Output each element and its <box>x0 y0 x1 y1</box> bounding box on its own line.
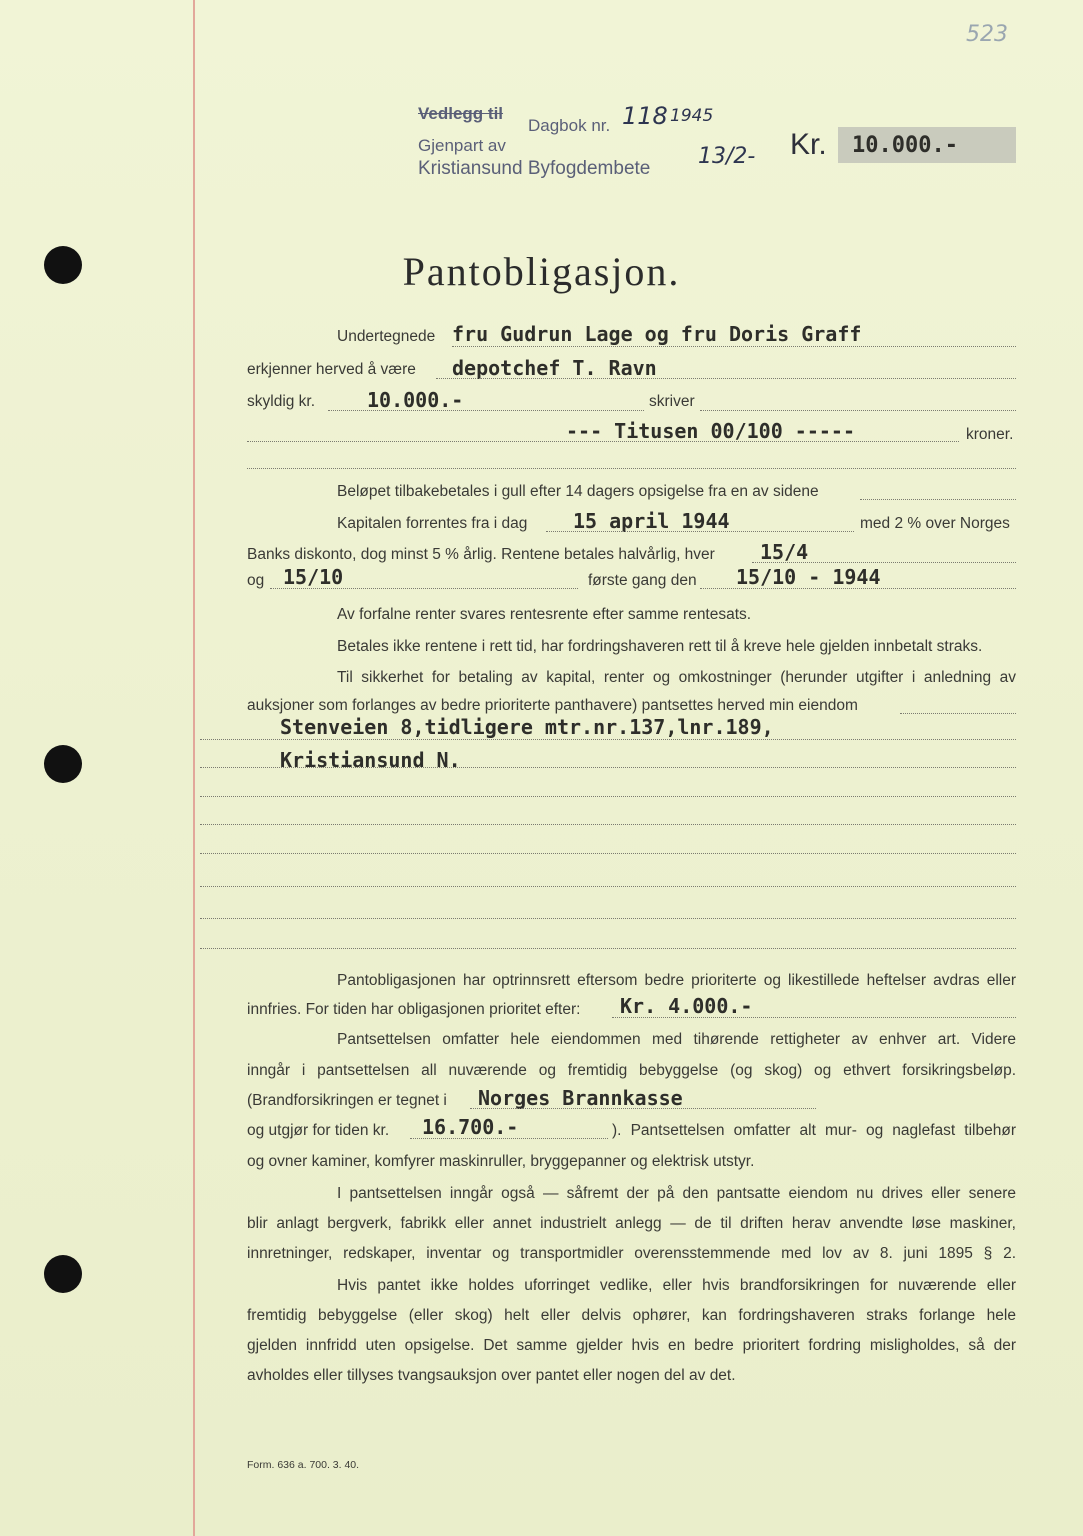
terms-line-1: Beløpet tilbakebetales i gull efter 14 dagers opsigelse fra en av sidene <box>337 483 819 500</box>
dotted-line <box>200 853 1016 854</box>
payment-date-1: 15/4 <box>760 540 809 564</box>
first-time-label: første gang den <box>588 572 697 589</box>
dotted-line <box>470 1108 816 1109</box>
amount-in-words: --- Titusen 00/100 ----- <box>566 419 855 443</box>
discount-label: Banks diskonto, dog minst 5 % årlig. Rentene betales halvårlig, hver <box>247 546 715 563</box>
dotted-line <box>328 410 644 411</box>
erkjenner-label: erkjenner herved å være <box>247 361 416 378</box>
security-text-2: auksjoner som forlanges av bedre prioriterte panthavere) pantsettes herved min eiendom <box>247 697 858 714</box>
late-payment-text: Betales ikke rentene i rett tid, har fordringshaveren rett til å kreve hele gjelden innbetalt straks. <box>337 638 983 655</box>
dotted-line <box>436 378 1016 379</box>
interest-from-label: Kapitalen forrentes fra i dag <box>337 515 528 532</box>
og-label: og <box>247 572 265 589</box>
clause-default-2: fremtidig bebyggelse (eller skog) helt eller delvis ophører, kan fordringshaveren straks forlange hele <box>247 1307 1016 1324</box>
punch-hole-middle <box>44 745 82 783</box>
clause-scope-5: og ovner kaminer, komfyrer maskinruller, bryggepanner og elektrisk utstyr. <box>247 1153 755 1170</box>
clause-industry-1: I pantsettelsen inngår også — såfremt der på den pantsatte eiendom nu drives eller senere <box>337 1185 1016 1202</box>
clause-industry-3: innretninger, redskaper, inventar og transportmidler overensstemmende med lov av 8. juni 1895 § 2. <box>247 1245 1016 1262</box>
clause-default-1: Hvis pantet ikke holdes uforringet vedlike, eller hvis brandforsikringen for nuværende eller <box>337 1277 1016 1294</box>
header-date: 13/2- <box>698 144 756 169</box>
dotted-line <box>410 1138 608 1139</box>
interest-from-date: 15 april 1944 <box>573 509 730 533</box>
skyldig-value: 10.000.- <box>367 388 464 412</box>
kroner-label: kroner. <box>966 426 1014 443</box>
dotted-line <box>860 499 1016 500</box>
skyldig-label: skyldig kr. <box>247 393 316 410</box>
creditor-value: depotchef T. Ravn <box>452 356 657 380</box>
clause-industry-2: blir anlagt bergverk, fabrikk eller annet industrielt anlegg — de til driften herav anvendte løse maskiner, <box>247 1215 1016 1232</box>
dotted-line <box>200 739 1016 740</box>
late-interest-text: Av forfalne renter svares rentesrente efter samme rentesats. <box>337 606 752 623</box>
dotted-line <box>247 468 1016 469</box>
interest-rate-label: med 2 % over Norges <box>860 515 1010 532</box>
dagbok-label: Dagbok nr. <box>528 116 611 135</box>
dagbok-year: 1945 <box>670 106 714 126</box>
property-line-1: Stenveien 8,tidligere mtr.nr.137,lnr.189, <box>280 715 774 739</box>
header-amount: 10.000.- <box>852 133 958 158</box>
insured-amount: 16.700.- <box>422 1115 519 1139</box>
insurance-label: (Brandforsikringen er tegnet i <box>247 1092 447 1109</box>
accessories-text: ). Pantsettelsen omfatter alt mur- og naglefast tilbehør <box>612 1122 1016 1139</box>
clause-default-3: gjelden innfridd uten opsigelse. Det samme gjelder hvis en bedre prioritert fordring misligholdes, så der <box>247 1337 1016 1354</box>
prior-amount: Kr. 4.000.- <box>620 994 753 1018</box>
first-payment-date: 15/10 - 1944 <box>736 565 881 589</box>
undertegnede-label: Undertegnede <box>337 328 436 345</box>
dotted-line <box>612 1017 1016 1018</box>
office-name: Kristiansund Byfogdembete <box>418 158 651 179</box>
dotted-line <box>700 588 1016 589</box>
dotted-line <box>200 767 1016 768</box>
dotted-line <box>200 948 1016 949</box>
dotted-line <box>546 531 854 532</box>
dotted-line <box>200 796 1016 797</box>
insurer-name: Norges Brannkasse <box>478 1086 683 1110</box>
margin-rule <box>193 0 195 1536</box>
dotted-line <box>270 588 578 589</box>
dotted-line <box>247 441 959 442</box>
document-title: Pantobligasjon. <box>402 249 681 294</box>
undertegnede-value: fru Gudrun Lage og fru Doris Graff <box>452 322 862 346</box>
clause-scope-1: Pantsettelsen omfatter hele eiendommen med tihørende rettigheter av enhver art. Videre <box>337 1031 1016 1048</box>
dotted-line <box>200 886 1016 887</box>
page-number: 523 <box>966 22 1008 47</box>
dotted-line <box>700 410 1016 411</box>
gjenpart-label: Gjenpart av <box>418 136 506 155</box>
clause-priority-2: innfries. For tiden har obligasjonen prioritet efter: <box>247 1001 581 1018</box>
clause-default-4: avholdes eller tillyses tvangsauksjon over pantet eller nogen del av det. <box>247 1367 736 1384</box>
dotted-line <box>752 562 1016 563</box>
dagbok-number: 118 <box>622 102 668 130</box>
skriver-label: skriver <box>649 393 695 410</box>
clause-scope-2: inngår i pantsettelsen all nuværende og fremtidig bebyggelse (og skog) og ethvert forsikringsbeløp. <box>247 1062 1016 1079</box>
clause-priority-1: Pantobligasjonen har optrinnsrett eftersom bedre prioriterte og likestillede heftelser avdras eller <box>337 972 1016 989</box>
form-number: Form. 636 a. 700. 3. 40. <box>247 1459 360 1471</box>
vedlegg-label: Vedlegg til <box>418 104 504 123</box>
kr-label: Kr. <box>790 128 827 161</box>
dotted-line <box>900 713 1016 714</box>
dotted-line <box>200 918 1016 919</box>
insured-amount-label: og utgjør for tiden kr. <box>247 1122 390 1139</box>
dotted-line <box>452 346 1016 347</box>
payment-date-2: 15/10 <box>283 565 344 589</box>
dotted-line <box>200 824 1016 825</box>
property-line-2: Kristiansund N. <box>280 748 461 772</box>
security-text-1: Til sikkerhet for betaling av kapital, renter og omkostninger (herunder utgifter i anledning av <box>337 669 1016 686</box>
punch-hole-bottom <box>44 1255 82 1293</box>
